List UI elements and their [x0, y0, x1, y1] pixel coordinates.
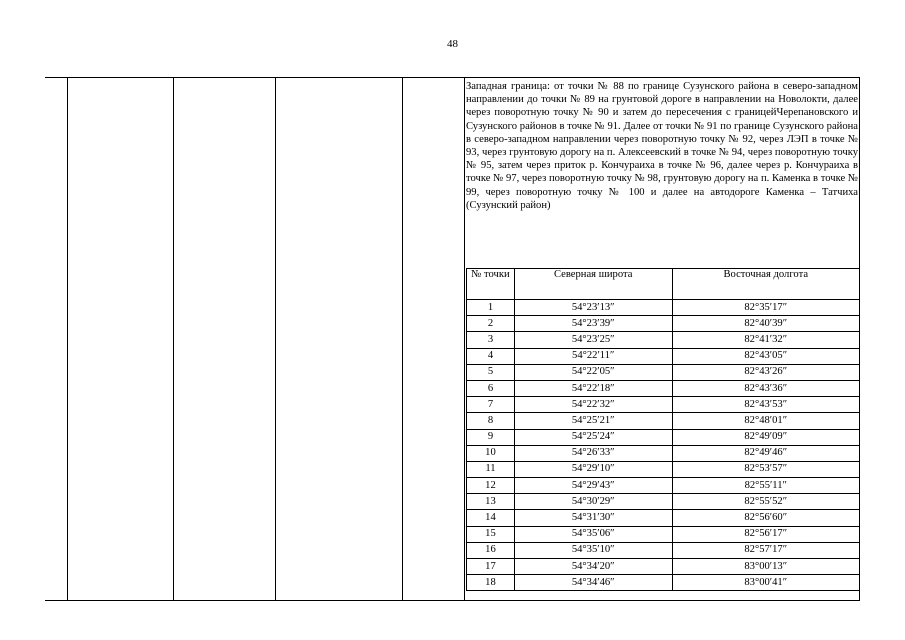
table-row: [467, 478, 860, 494]
table-row: [467, 575, 860, 591]
page-number: 48: [447, 38, 458, 50]
coordinates-table-body: [467, 300, 860, 591]
table-row: [467, 364, 860, 380]
latitude-cell: 54°22′05″: [514, 364, 672, 380]
latitude-cell: 54°30′29″: [514, 494, 672, 510]
longitude-cell: 82°48′01″: [672, 413, 860, 429]
longitude-cell: 82°43′36″: [672, 380, 860, 396]
header-latitude: Северная широта: [514, 269, 672, 300]
longitude-cell: 82°41′32″: [672, 332, 860, 348]
table-row: [467, 316, 860, 332]
latitude-cell: 54°22′11″: [514, 348, 672, 364]
latitude-cell: 54°26′33″: [514, 445, 672, 461]
point-number-cell: 5: [467, 364, 515, 380]
longitude-cell: 83°00′41″: [672, 575, 860, 591]
latitude-cell: 54°29′10″: [514, 461, 672, 477]
table-row: [467, 445, 860, 461]
latitude-cell: 54°22′18″: [514, 380, 672, 396]
table-row: [467, 494, 860, 510]
point-number-cell: 10: [467, 445, 515, 461]
latitude-cell: 54°35′10″: [514, 542, 672, 558]
point-number-cell: 7: [467, 397, 515, 413]
longitude-cell: 82°43′26″: [672, 364, 860, 380]
longitude-cell: 82°43′05″: [672, 348, 860, 364]
document-table: [45, 77, 860, 601]
point-number-cell: 9: [467, 429, 515, 445]
boundary-description: Западная граница: от точки № 88 по границе Сузунского района в северо-западном направлении до точки № 89 на грунтовой дороге в направлении на Новолокти, далее через поворотную точку № 90 и затем до пересечения с границейЧерепановского и Сузунского районов в точке № 91. Далее от точки № 91 по границе Сузунского района в северо-западном направлении через поворотную точку № 92, через ЛЭП в точке № 93, через грунтовую дорогу на п. Алексеевский в точке № 94, через поворотную точку № 95, затем через приток р. Кончураиха в точке № 96, далее через р. Кончураиха в точке № 97, через поворотную точку № 98, грунтовую дорогу на п. Каменка в точке № 99, через поворотную точку № 100 и далее на автодороге Каменка – Татчиха (Сузунский район): [466, 81, 858, 211]
latitude-cell: 54°29′43″: [514, 478, 672, 494]
column-divider: [402, 78, 403, 600]
point-number-cell: 6: [467, 380, 515, 396]
latitude-cell: 54°23′13″: [514, 300, 672, 316]
point-number-cell: 12: [467, 478, 515, 494]
latitude-cell: 54°25′21″: [514, 413, 672, 429]
column-divider: [67, 78, 68, 600]
longitude-cell: 82°56′60″: [672, 510, 860, 526]
point-number-cell: 11: [467, 461, 515, 477]
table-row: [467, 526, 860, 542]
latitude-cell: 54°34′20″: [514, 559, 672, 575]
longitude-cell: 82°35′17″: [672, 300, 860, 316]
latitude-cell: 54°22′32″: [514, 397, 672, 413]
longitude-cell: 82°56′17″: [672, 526, 860, 542]
point-number-cell: 18: [467, 575, 515, 591]
longitude-cell: 82°55′11″: [672, 478, 860, 494]
table-header-row: [467, 269, 860, 300]
table-row: [467, 429, 860, 445]
latitude-cell: 54°23′25″: [514, 332, 672, 348]
point-number-cell: 1: [467, 300, 515, 316]
latitude-cell: 54°35′06″: [514, 526, 672, 542]
column-divider: [464, 78, 465, 600]
longitude-cell: 83°00′13″: [672, 559, 860, 575]
table-row: [467, 461, 860, 477]
table-row: [467, 542, 860, 558]
table-row: [467, 510, 860, 526]
longitude-cell: 82°43′53″: [672, 397, 860, 413]
table-row: [467, 380, 860, 396]
coordinates-table: [466, 268, 860, 591]
table-row: [467, 332, 860, 348]
point-number-cell: 15: [467, 526, 515, 542]
point-number-cell: 2: [467, 316, 515, 332]
table-row: [467, 559, 860, 575]
point-number-cell: 13: [467, 494, 515, 510]
table-row: [467, 413, 860, 429]
point-number-cell: 16: [467, 542, 515, 558]
table-row: [467, 300, 860, 316]
column-divider: [173, 78, 174, 600]
point-number-cell: 17: [467, 559, 515, 575]
latitude-cell: 54°31′30″: [514, 510, 672, 526]
header-longitude: Восточная долгота: [672, 269, 860, 300]
latitude-cell: 54°34′46″: [514, 575, 672, 591]
point-number-cell: 14: [467, 510, 515, 526]
point-number-cell: 3: [467, 332, 515, 348]
header-point-number: № точки: [467, 269, 515, 300]
point-number-cell: 8: [467, 413, 515, 429]
column-divider: [275, 78, 276, 600]
longitude-cell: 82°55′52″: [672, 494, 860, 510]
longitude-cell: 82°49′46″: [672, 445, 860, 461]
point-number-cell: 4: [467, 348, 515, 364]
longitude-cell: 82°53′57″: [672, 461, 860, 477]
longitude-cell: 82°40′39″: [672, 316, 860, 332]
longitude-cell: 82°57′17″: [672, 542, 860, 558]
longitude-cell: 82°49′09″: [672, 429, 860, 445]
latitude-cell: 54°23′39″: [514, 316, 672, 332]
latitude-cell: 54°25′24″: [514, 429, 672, 445]
table-row: [467, 348, 860, 364]
table-row: [467, 397, 860, 413]
